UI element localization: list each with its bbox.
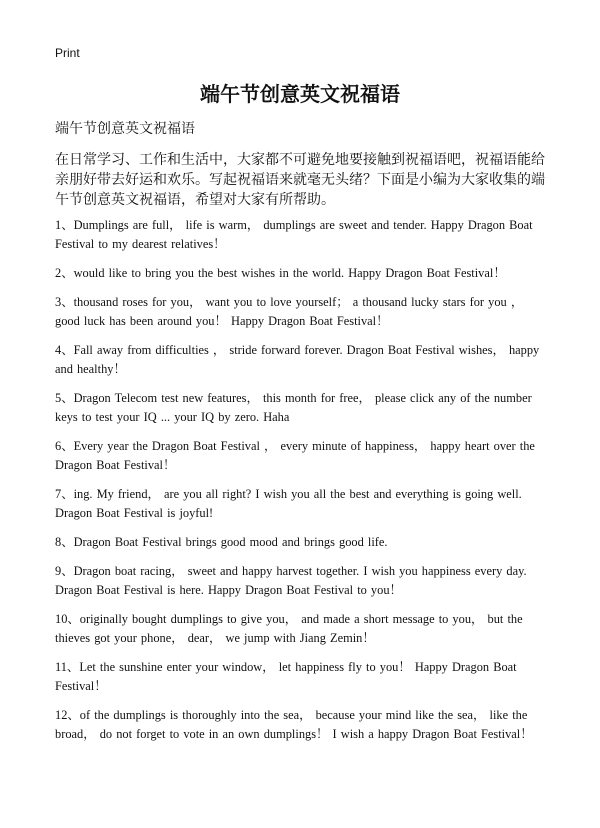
greeting-item: 4、Fall away from difficulties ， stride forward forever. Dragon Boat Festival wishes， happy and healthy！ bbox=[55, 343, 540, 376]
intro-paragraph: 在日常学习、工作和生活中，大家都不可避免地要接触到祝福语吧，祝福语能给亲朋好带去好运和欢乐。写起祝福语来就毫无头绪？下面是小编为大家收集的端午节创意英文祝福语，希望对大家有所帮助。 bbox=[55, 152, 545, 208]
greeting-item: 10、originally bought dumplings to give you， and made a short message to you， but the thieves got your phone， dear， we jump with Jiang Zemin！ bbox=[55, 612, 523, 645]
greeting-item: 2、would like to bring you the best wishes in the world. Happy Dragon Boat Festival！ bbox=[55, 266, 506, 280]
greeting-item: 8、Dragon Boat Festival brings good mood and brings good life. bbox=[55, 535, 388, 549]
greeting-item: 12、of the dumplings is thoroughly into the sea， because your mind like the sea， like the broad， do not forget to vote in an own dumplings！ I wish a happy Dragon Boat Festival！ bbox=[55, 708, 533, 741]
page-title: 端午节创意英文祝福语 bbox=[200, 82, 400, 106]
greeting-item: 11、Let the sunshine enter your window， let happiness fly to you！ Happy Dragon Boat Festival！ bbox=[55, 660, 517, 693]
greeting-item: 6、Every year the Dragon Boat Festival ， every minute of happiness， happy heart over the Dragon Boat Festival！ bbox=[55, 439, 535, 472]
greeting-item: 9、Dragon boat racing， sweet and happy harvest together. I wish you happiness every day. Dragon Boat Festival is here. Happy Dragon Boat Festival to you！ bbox=[55, 564, 527, 597]
greeting-item: 3、thousand roses for you， want you to love yourself； a thousand lucky stars for you ， good luck has been around you！ Happy Dragon Boat Festival！ bbox=[55, 295, 524, 328]
print-link[interactable]: Print bbox=[55, 46, 80, 60]
article-subtitle: 端午节创意英文祝福语 bbox=[55, 121, 195, 137]
greeting-item: 5、Dragon Telecom test new features， this month for free， please click any of the number keys to test your IQ ... your IQ by zero. Haha bbox=[55, 391, 532, 424]
greeting-item: 7、ing. My friend， are you all right? I wish you all the best and everything is going well. Dragon Boat Festival is joyful! bbox=[55, 487, 522, 520]
greeting-list bbox=[55, 216, 550, 754]
greeting-item: 1、Dumplings are full， life is warm， dumplings are sweet and tender. Happy Dragon Boat Festival to my dearest relatives！ bbox=[55, 218, 533, 251]
